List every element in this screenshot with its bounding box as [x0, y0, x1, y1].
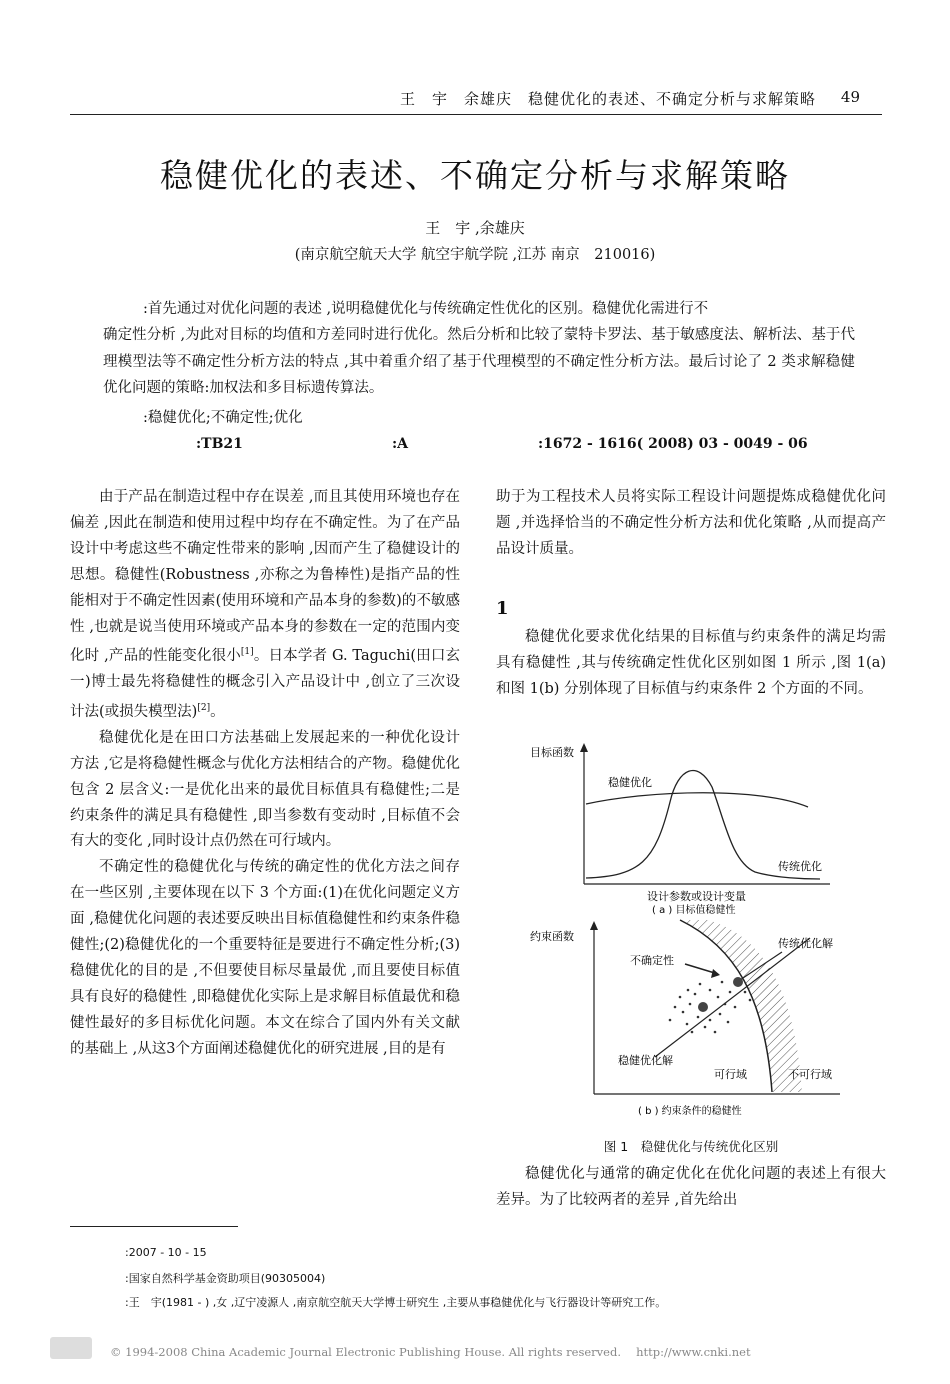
- footnote-author: :王 宇(1981 - ) ,女 ,辽宁凌源人 ,南京航空航天大学博士研究生 ,主要从事稳健优化与飞行器设计等研究工作。: [125, 1296, 667, 1309]
- fig-b-yarrow: [590, 921, 598, 930]
- cnki-logo-icon: [50, 1337, 92, 1359]
- fig-b-infeasible-label: 不可行域: [788, 1068, 832, 1081]
- left-column: [70, 485, 460, 1063]
- section-1-text: 稳健优化要求优化结果的目标值与约束条件的满足均需具有稳健性 ,其与传统确定性优化区别如图 1 所示 ,图 1(a) 和图 1(b) 分别体现了目标值与约束条件 2 个方面的不同。: [496, 629, 886, 697]
- fig-b-ylabel: 约束函数: [530, 930, 574, 943]
- running-title: 王 宇 余雄庆 稳健优化的表述、不确定分析与求解策略: [400, 90, 817, 108]
- paragraph-1: [70, 485, 460, 726]
- running-header: [70, 86, 882, 115]
- authors: 王 宇 ,余雄庆: [425, 219, 525, 237]
- citation-2: [2]: [197, 703, 211, 714]
- article-id: :1672 - 1616( 2008) 03 - 0049 - 06: [538, 436, 808, 452]
- page-number: 49: [840, 88, 860, 106]
- fig-b-uncertainty-label: 不确定性: [630, 954, 674, 967]
- fig-b-arrowhead-unc: [711, 969, 720, 978]
- fig-a-caption: ( a ) 目标值稳健性: [652, 905, 736, 916]
- figure-1-svg: [520, 742, 860, 1122]
- p1-text-c: 。: [210, 703, 225, 720]
- abstract-line1: :首先通过对优化问题的表述 ,说明稳健优化与传统确定性优化的区别。稳健优化需进行不: [143, 301, 709, 317]
- section-heading-1: 1: [496, 598, 509, 619]
- fig-b-robust-label: 稳健优化解: [618, 1054, 673, 1067]
- fig-b-traditional-label: 传统优化解: [778, 937, 833, 950]
- figure-caption: 图 1 稳健优化与传统优化区别: [603, 1139, 779, 1154]
- fig-a-robust-curve: [586, 793, 808, 807]
- p1-text-a: 由于产品在制造过程中存在误差 ,而且其使用环境也存在偏差 ,因此在制造和使用过程中均存在不确定性。为了在产品设计中考虑这些不确定性带来的影响 ,因而产生了稳健设计的思想。稳健性(Robustness ,亦称之为鲁棒性)是指产品的性能相对于不确定性因素(使用环境和产品本身的参数)的不敏感性 ,也就是说当使用环境或产品本身的参数在一定的范围内变化时 ,产品的性能变化很小: [70, 489, 460, 665]
- right-column-bottom: 稳健优化与通常的确定优化在优化问题的表述上有很大差异。为了比较两者的差异 ,首先给出: [496, 1166, 886, 1208]
- clc-number: :TB21: [196, 436, 243, 452]
- copyright-footer: © 1994-2008 China Academic Journal Electronic Publishing House. All rights reserved. http://www.cnki.net: [110, 1345, 751, 1359]
- fig-b-caption: ( b ) 约束条件的稳健性: [638, 1106, 742, 1117]
- paper-title: 稳健优化的表述、不确定分析与求解策略: [160, 156, 790, 195]
- fig-a-robust-label: 稳健优化: [608, 776, 652, 789]
- citation-1: [1]: [240, 647, 254, 658]
- fig-a-yarrow: [580, 743, 588, 752]
- fig-a-xlabel: 设计参数或设计变量: [647, 890, 746, 903]
- fig-a-traditional-label: 传统优化: [778, 860, 822, 873]
- abstract: [103, 296, 855, 401]
- abstract-rest: 确定性分析 ,为此对目标的均值和方差同时进行优化。然后分析和比较了蒙特卡罗法、基于敏感度法、解析法、基于代理模型法等不确定性分析方法的特点 ,其中着重介绍了基于代理模型的不确定性分析方法。最后讨论了 2 类求解稳健优化问题的策略:加权法和多目标遗传算法。: [103, 327, 855, 396]
- fig-a-ylabel: 目标函数: [530, 746, 574, 759]
- affiliation: (南京航空航天大学 航空宇航学院 ,江苏 南京 210016): [294, 247, 656, 263]
- footnote-received: :2007 - 10 - 15: [125, 1246, 207, 1259]
- fig-b-traditional-point: [733, 977, 743, 987]
- paragraph-3: 不确定性的稳健优化与传统的确定性的优化方法之间存在一些区别 ,主要体现在以下 3 个方面:(1)在优化问题定义方面 ,稳健优化问题的表述要反映出目标值稳健性和约束条件稳健性;(2)稳健优化的一个重要特征是要进行不确定性分析;(3)稳健优化的目的是 ,不但要使目标尽量最优 ,而且要使目标值具有良好的稳健性 ,即稳健优化实际上是求解目标值最优和稳健性最好的多目标优化问题。本文在综合了国内外有关文献的基础上 ,从这3个方面阐述稳健优化的研究进展 ,目的是有: [70, 859, 460, 1057]
- keywords: :稳健优化;不确定性;优化: [143, 410, 303, 426]
- footnote-separator: [70, 1226, 238, 1227]
- document-code: :A: [392, 436, 409, 452]
- figure-1: [520, 742, 860, 1122]
- right-column-top: 助于为工程技术人员将实际工程设计问题提炼成稳健优化问题 ,并选择恰当的不确定性分析方法和优化策略 ,从而提高产品设计质量。: [496, 489, 886, 557]
- fig-b-scatter: [669, 981, 752, 1034]
- footnote-fund: :国家自然科学基金资助项目(90305004): [125, 1272, 326, 1285]
- fig-b-robust-point: [698, 1002, 708, 1012]
- paragraph-2: 稳健优化是在田口方法基础上发展起来的一种优化设计方法 ,它是将稳健性概念与优化方法相结合的产物。稳健优化包含 2 层含义:一是优化出来的最优目标值具有稳健性;二是约束条件的满足具有稳健性 ,即当参数有变动时 ,目标值不会有大的变化 ,同时设计点仍然在可行域内。: [70, 729, 460, 850]
- fig-b-feasible-label: 可行域: [714, 1068, 747, 1081]
- p1-text-b: 。日本学者 G. Taguchi(田口玄一)博士最先将稳健性的概念引入产品设计中 ,创立了三次设计法(或损失模型法): [70, 648, 460, 720]
